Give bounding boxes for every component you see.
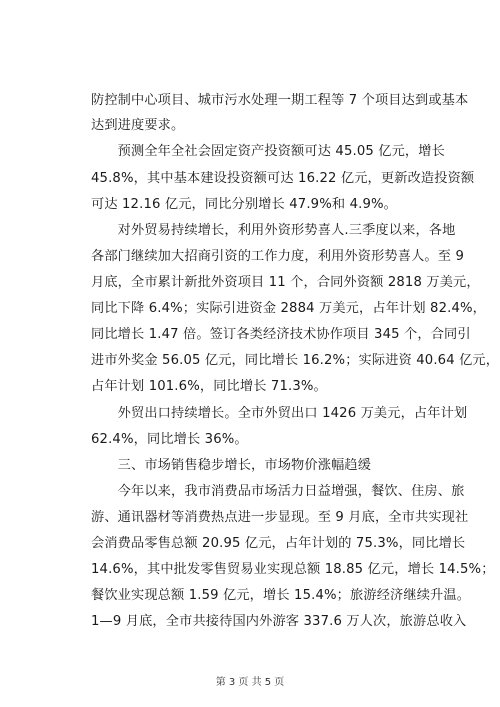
text-line: 占年计划 101.6%，同比增长 71.3%。: [91, 379, 327, 394]
text-line: 各部门继续加大招商引资的工作力度，利用外资形势喜人。至 9: [91, 249, 464, 264]
text-line: 14.6%，其中批发零售贸易业实现总额 18.85 亿元，增长 14.5%；: [91, 562, 495, 577]
text-line: 1—9 月底，全市共接待国内外游客 337.6 万人次，旅游总收入: [91, 614, 467, 629]
text-line: 同比下降 6.4%；实际引进资金 2884 万美元，占年计划 82.4%，: [91, 301, 487, 316]
text-line: 预测全年全社会固定资产投资额可达 45.05 亿元，增长: [91, 144, 445, 159]
text-line: 外贸出口持续增长。全市外贸出口 1426 万美元，占年计划: [91, 406, 468, 421]
text-line: 45.8%，其中基本建设投资额可达 16.22 亿元，更新改造投资额: [91, 171, 475, 186]
text-line: 达到进度要求。: [91, 118, 185, 133]
text-line: 防控制中心项目、城市污水处理一期工程等 7 个项目达到或基本: [91, 93, 469, 108]
text-line: 会消费品零售总额 20.95 亿元，占年计划的 75.3%，同比增长: [91, 536, 466, 551]
text-line: 62.4%，同比增长 36%。: [91, 432, 248, 447]
text-line: 同比增长 1.47 倍。签订各类经济技术协作项目 345 个，合同引: [91, 327, 471, 342]
text-line: 进市外奖金 56.05 亿元，同比增长 16.2%；实际进资 40.64 亿元，: [91, 353, 500, 368]
page-number-footer: 第 3 页 共 5 页: [215, 677, 285, 688]
text-line: 游、通讯器材等消费热点进一步显现。至 9 月底，全市共实现社: [91, 510, 469, 525]
text-line: 对外贸易持续增长，利用外资形势喜人.三季度以来，各地: [91, 223, 456, 238]
section-heading: 三、市场销售稳步增长，市场物价涨幅趋缓: [91, 458, 372, 473]
text-line: 可达 12.16 亿元，同比分别增长 47.9%和 4.9%。: [91, 197, 398, 212]
text-line: 月底，全市累计新批外资项目 11 个，合同外资额 2818 万美元，: [91, 275, 480, 290]
text-line: 餐饮业实现总额 1.59 亿元，增长 15.4%；旅游经济继续升温。: [91, 588, 471, 603]
text-line: 今年以来，我市消费品市场活力日益增强，餐饮、住房、旅: [91, 484, 465, 499]
